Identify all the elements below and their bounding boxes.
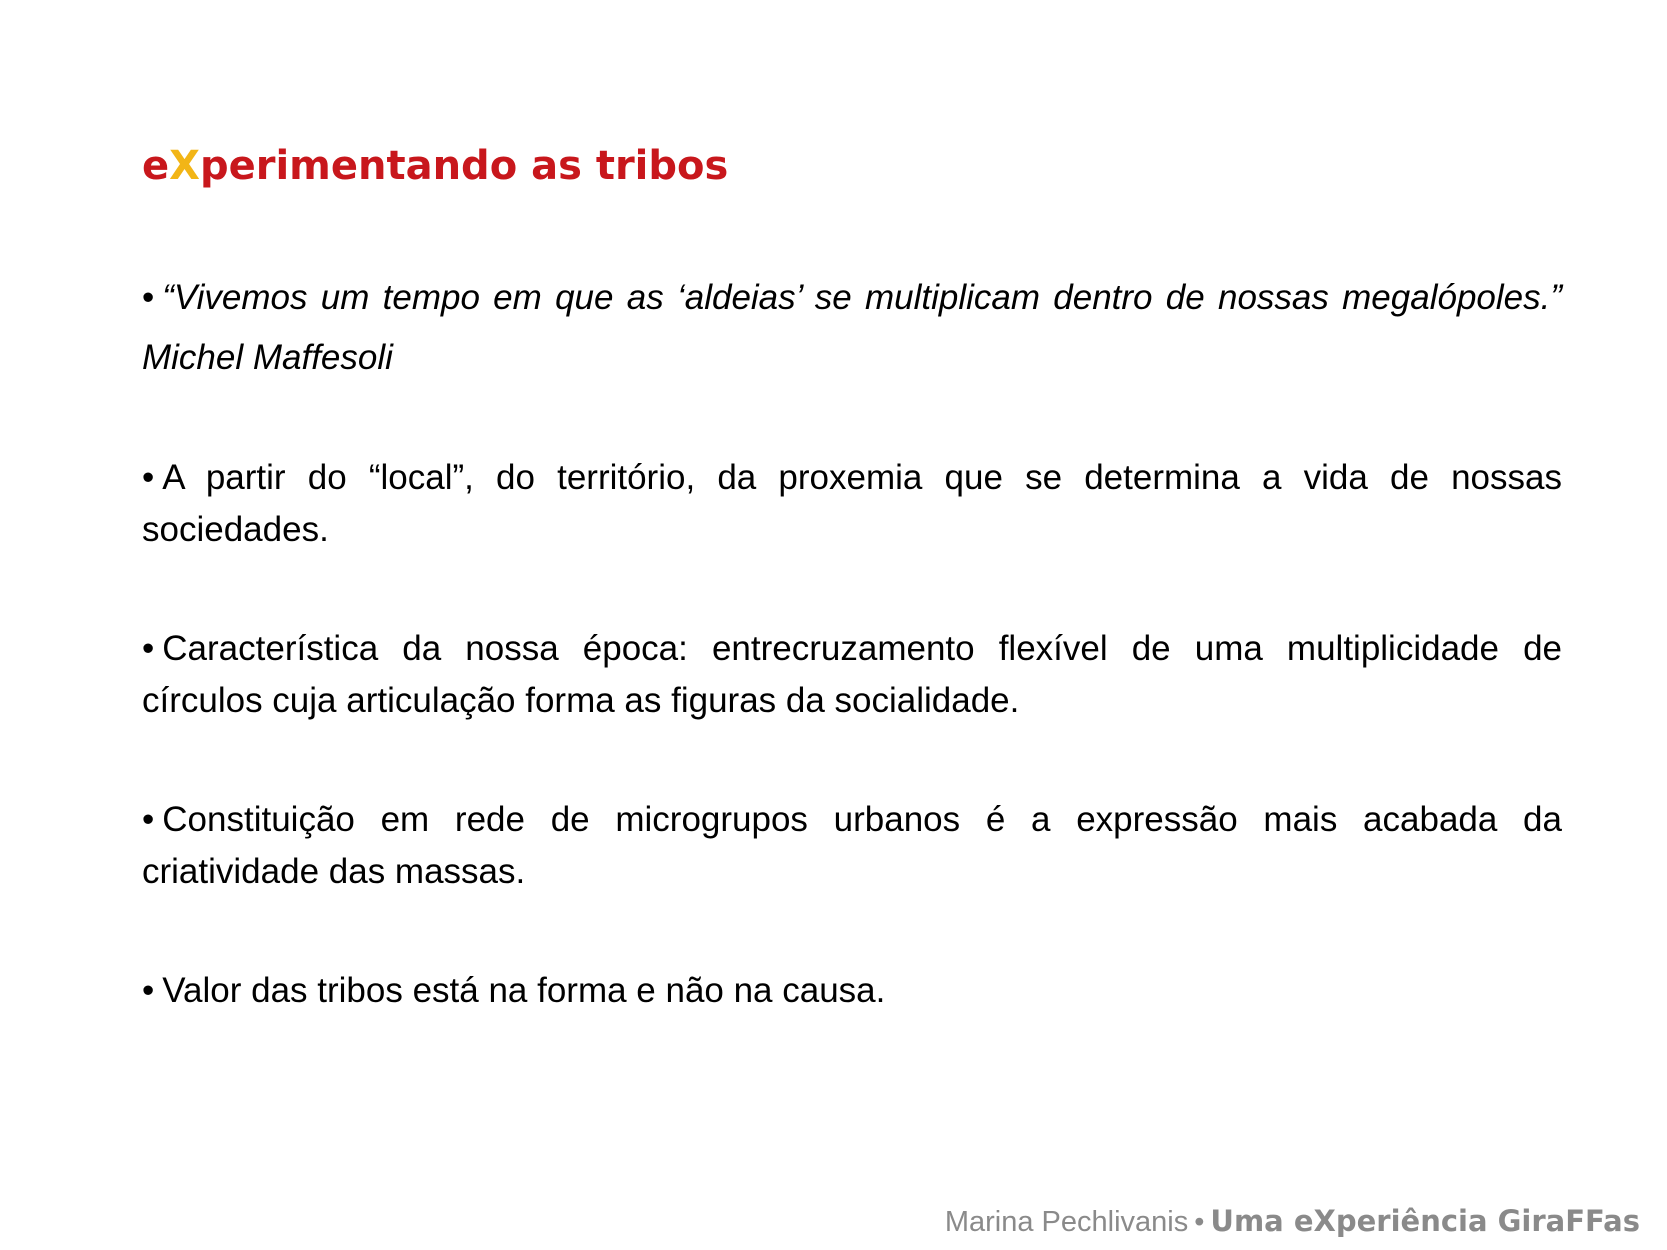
bullet-item-valor — [142, 965, 1562, 1017]
slide-footer — [945, 1204, 1640, 1239]
bullet-dot: • — [142, 629, 155, 668]
bullet-dot: • — [142, 278, 155, 317]
bullet-dot: • — [142, 800, 155, 839]
bullet-text: A partir do “local”, do território, da proxemia que se determina a vida de nossas sociedades. — [142, 458, 1562, 549]
bullet-text: Característica da nossa época: entrecruzamento flexível de uma multiplicidade de círculos cuja articulação forma as figuras da socialidade. — [142, 629, 1562, 720]
bullet-text: Constituição em rede de microgrupos urbanos é a expressão mais acabada da criatividade das massas. — [142, 800, 1562, 891]
bullet-item-constituicao — [142, 794, 1562, 898]
bullet-item-quote — [142, 268, 1562, 388]
slide-title — [142, 143, 728, 189]
bullet-dot: • — [142, 458, 155, 497]
bullet-item-caracteristica — [142, 623, 1562, 727]
title-prefix: e — [142, 143, 170, 189]
footer-author: Marina Pechlivanis — [944, 1206, 1189, 1238]
bullet-item-local — [142, 452, 1562, 556]
title-accent-letter: X — [169, 143, 200, 189]
bullet-text: Valor das tribos está na forma e não na causa. — [162, 971, 886, 1010]
bullet-dot: • — [142, 971, 155, 1010]
footer-brand: Uma eXperiência GiraFFas — [1210, 1204, 1640, 1238]
footer-separator: • — [1194, 1206, 1205, 1238]
title-rest: perimentando as tribos — [199, 143, 729, 189]
bullet-text: “Vivemos um tempo em que as ‘aldeias’ se multiplicam dentro de nossas megalópoles.” Michel Maffesoli — [142, 278, 1562, 377]
bullet-list — [142, 268, 1562, 1084]
